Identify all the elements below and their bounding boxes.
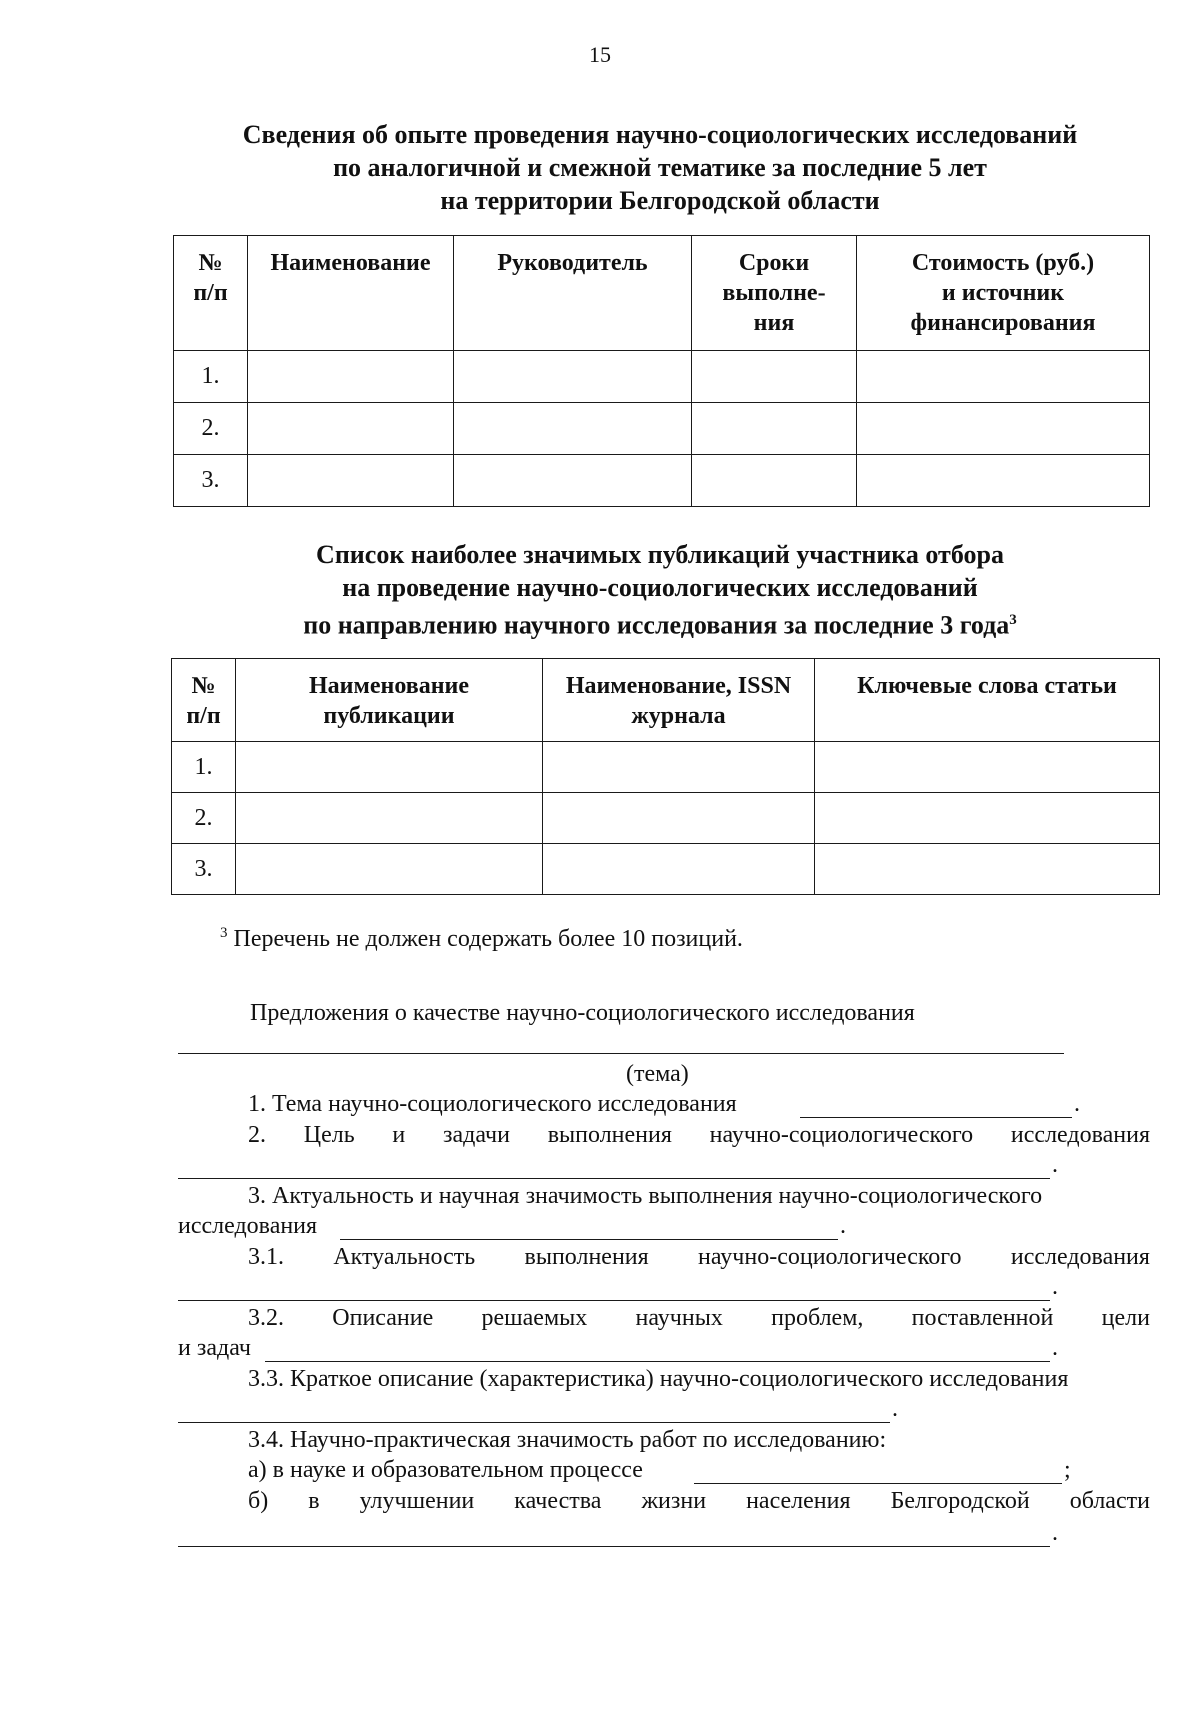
section1-title-line: Сведения об опыте проведения научно-социологических исследований <box>242 120 1078 149</box>
item-3-label-cont: исследования <box>178 1213 318 1239</box>
cell-empty[interactable] <box>543 844 815 895</box>
topic-blank-line[interactable] <box>178 1053 1064 1054</box>
item-2-period: . <box>1052 1152 1058 1178</box>
item-3-period: . <box>840 1213 846 1239</box>
item-3-1-label: 3.1. Актуальность выполнения научно-социологического исследования <box>248 1244 1150 1270</box>
footnote-text: Перечень не должен содержать более 10 позиций. <box>233 926 743 952</box>
footnote-mark: 3 <box>220 925 228 941</box>
cell-empty[interactable] <box>857 403 1150 455</box>
header-keywords: Ключевые слова статьи <box>815 659 1160 742</box>
cell-empty[interactable] <box>454 351 692 403</box>
header-journal-issn: Наименование, ISSN журнала <box>543 659 815 742</box>
section1-title-line: на территории Белгородской области <box>440 186 880 215</box>
cell-empty[interactable] <box>857 455 1150 507</box>
row-number: 3. <box>174 455 248 507</box>
item-3-4-label: 3.4. Научно-практическая значимость работ по исследованию: <box>248 1427 887 1453</box>
cell-empty[interactable] <box>543 793 815 844</box>
cell-empty[interactable] <box>454 455 692 507</box>
cell-empty[interactable] <box>236 844 543 895</box>
cell-empty[interactable] <box>248 455 454 507</box>
item-1-period: . <box>1074 1091 1080 1117</box>
table-row <box>172 742 1160 793</box>
page-number: 15 <box>589 42 611 67</box>
table-header-row <box>172 659 1160 742</box>
item-3-2-label: 3.2. Описание решаемых научных проблем, поставленной цели <box>248 1305 1150 1331</box>
section2-title-line: на проведение научно-социологических исследований <box>342 573 978 602</box>
cell-empty[interactable] <box>857 351 1150 403</box>
cell-empty[interactable] <box>454 403 692 455</box>
table-row <box>174 455 1150 507</box>
row-number: 1. <box>174 351 248 403</box>
item-3-blank[interactable] <box>340 1239 838 1240</box>
publications-table <box>171 658 1160 895</box>
table-row <box>172 844 1160 895</box>
cell-empty[interactable] <box>692 351 857 403</box>
item-2-blank[interactable] <box>178 1178 1050 1179</box>
header-publication-name: Наименование публикации <box>236 659 543 742</box>
header-cost: Стоимость (руб.) и источник финансирования <box>857 236 1150 351</box>
section2-heading <box>160 538 1160 642</box>
row-number: 3. <box>172 844 236 895</box>
item-1-label: 1. Тема научно-социологического исследования <box>248 1091 737 1117</box>
cell-empty[interactable] <box>815 742 1160 793</box>
item-3-4-b-period: . <box>1052 1520 1058 1546</box>
item-3-2-period: . <box>1052 1335 1058 1361</box>
item-3-4-b-label: б) в улучшении качества жизни населения Белгородской области <box>248 1488 1150 1514</box>
cell-empty[interactable] <box>248 403 454 455</box>
item-3-label: 3. Актуальность и научная значимость выполнения научно-социологического <box>248 1183 1043 1209</box>
cell-empty[interactable] <box>692 403 857 455</box>
item-3-4-a-blank[interactable] <box>694 1483 1062 1484</box>
item-3-1-period: . <box>1052 1274 1058 1300</box>
footnote-ref: 3 <box>1009 612 1017 628</box>
item-3-3-label: 3.3. Краткое описание (характеристика) научно-социологического исследования <box>248 1366 1069 1392</box>
section2-title-line: Список наиболее значимых публикаций участника отбора <box>316 540 1004 569</box>
header-supervisor: Руководитель <box>454 236 692 351</box>
cell-empty[interactable] <box>248 351 454 403</box>
section1-title-line: по аналогичной и смежной тематике за последние 5 лет <box>333 153 987 182</box>
item-3-2-label-cont: и задач <box>178 1335 251 1361</box>
row-number: 2. <box>174 403 248 455</box>
item-3-4-a-label: а) в науке и образовательном процессе <box>248 1457 643 1483</box>
header-number: № п/п <box>174 236 248 351</box>
item-3-2-blank[interactable] <box>265 1361 1050 1362</box>
cell-empty[interactable] <box>815 793 1160 844</box>
item-3-4-b-blank[interactable] <box>178 1546 1050 1547</box>
research-experience-table <box>173 235 1150 507</box>
row-number: 2. <box>172 793 236 844</box>
table-row <box>174 351 1150 403</box>
cell-empty[interactable] <box>543 742 815 793</box>
cell-empty[interactable] <box>236 742 543 793</box>
table-row <box>172 793 1160 844</box>
cell-empty[interactable] <box>236 793 543 844</box>
item-3-3-period: . <box>892 1396 898 1422</box>
footnote <box>220 925 743 953</box>
row-number: 1. <box>172 742 236 793</box>
header-name: Наименование <box>248 236 454 351</box>
cell-empty[interactable] <box>692 455 857 507</box>
item-2-label: 2. Цель и задачи выполнения научно-социологического исследования <box>248 1122 1150 1148</box>
section2-title-line: по направлению научного исследования за последние 3 года$^3$ <box>303 610 1017 640</box>
topic-caption: (тема) <box>626 1061 689 1087</box>
section1-heading <box>160 118 1160 217</box>
item-3-1-blank[interactable] <box>178 1300 1050 1301</box>
table-header-row <box>174 236 1150 351</box>
item-3-4-a-semicolon: ; <box>1064 1457 1071 1483</box>
item-1-blank[interactable] <box>800 1117 1072 1118</box>
header-terms: Сроки выполне- ния <box>692 236 857 351</box>
header-number: № п/п <box>172 659 236 742</box>
item-3-3-blank[interactable] <box>178 1422 890 1423</box>
table-row <box>174 403 1150 455</box>
proposals-title: Предложения о качестве научно-социологического исследования <box>250 1000 915 1026</box>
cell-empty[interactable] <box>815 844 1160 895</box>
